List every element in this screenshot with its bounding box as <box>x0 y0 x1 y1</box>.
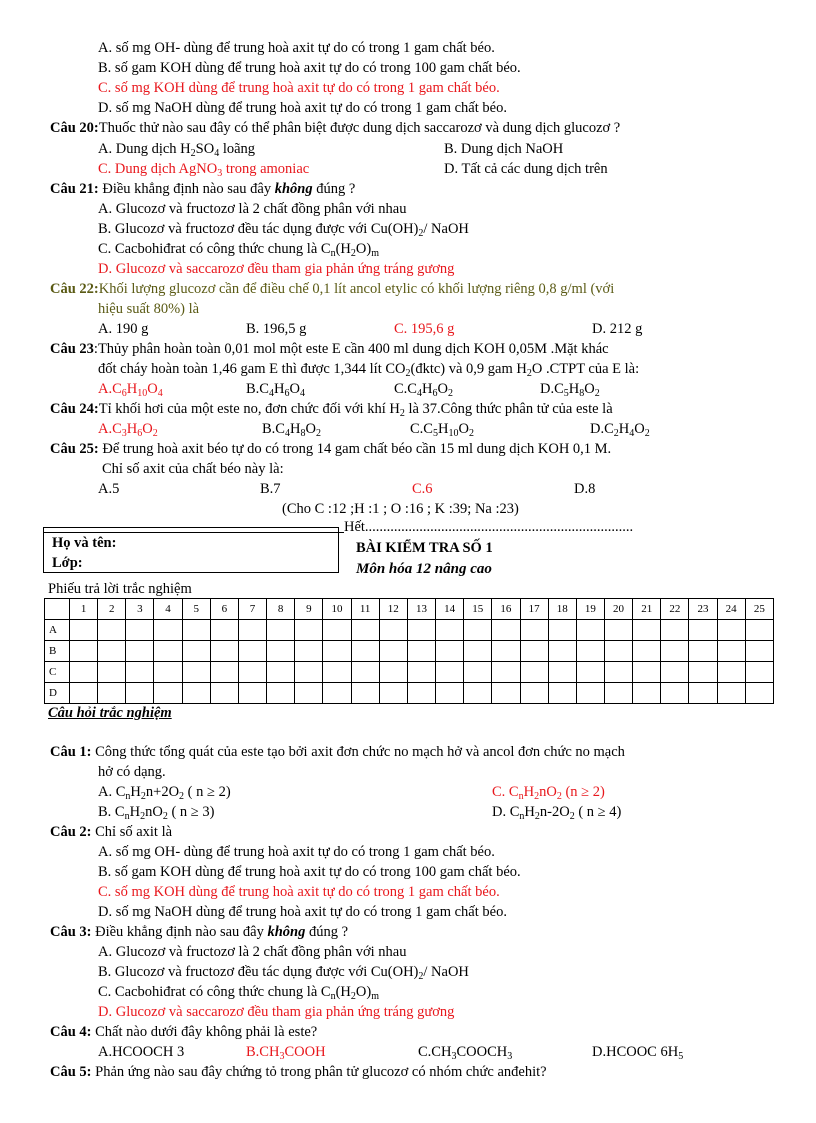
atomic-masses-note: (Cho C :12 ;H :1 ; O :16 ; K :39; Na :23) <box>282 501 519 517</box>
column-header: 8 <box>267 599 295 620</box>
question-text-end: đúng ? <box>309 924 349 940</box>
answer-sheet-header-row <box>45 599 774 620</box>
option-b: B. 196,5 g <box>246 321 307 337</box>
question-label: Câu 23 <box>50 341 94 357</box>
column-header: 24 <box>717 599 745 620</box>
answer-cell[interactable] <box>689 662 717 683</box>
answer-cell[interactable] <box>379 641 407 662</box>
question-text-cont: hở có dạng. <box>98 764 166 780</box>
question-text: Tỉ khối hơi của một este no, đơn chức đối với khí $H_2$ là 37.Công thức phân tử của este là <box>98 401 613 419</box>
column-header: 1 <box>70 599 98 620</box>
column-header: 9 <box>295 599 323 620</box>
option-a: A. số mg OH- dùng để trung hoà axit tự do có trong 1 gam chất béo. <box>98 40 495 56</box>
column-header: 4 <box>154 599 182 620</box>
answer-cell[interactable] <box>745 641 773 662</box>
answer-row <box>45 641 774 662</box>
column-header: 6 <box>210 599 238 620</box>
answer-cell[interactable] <box>548 662 576 683</box>
answer-cell[interactable] <box>492 641 520 662</box>
answer-cell[interactable] <box>407 683 435 704</box>
answer-row <box>45 620 774 641</box>
question-1 <box>50 743 625 761</box>
answer-cell[interactable] <box>70 683 98 704</box>
question-3 <box>50 923 348 941</box>
option-a: A. Glucozơ và fructozơ là 2 chất đồng phân với nhau <box>98 201 407 217</box>
option-c: C. 195,6 g <box>394 321 455 337</box>
answer-cell[interactable] <box>154 620 182 641</box>
row-label: D <box>45 683 70 704</box>
option-a: A. Dung dịch $H_2SO_4$ loãng <box>98 141 256 159</box>
question-text: Để trung hoà axit béo tự do có trong 14 gam chất béo cần 15 ml dung dịch KOH 0,1 M. <box>102 441 612 457</box>
question-label: Câu 22: <box>50 281 99 297</box>
option-b: $B.CH_3COOH$ <box>246 1044 326 1062</box>
question-label: Câu 5: <box>50 1064 92 1080</box>
option-c: C. Cacbohiđrat có công thức chung là $C_n(H_2O)_m$ <box>98 241 379 259</box>
answer-cell[interactable] <box>689 620 717 641</box>
answer-cell[interactable] <box>520 641 548 662</box>
answer-cell[interactable] <box>379 662 407 683</box>
answer-cell[interactable] <box>492 662 520 683</box>
column-header: 2 <box>98 599 126 620</box>
question-text: Chỉ số axit là <box>95 824 173 840</box>
answer-cell[interactable] <box>210 683 238 704</box>
answer-cell[interactable] <box>351 641 379 662</box>
question-label: Câu 1: <box>50 744 92 760</box>
question-label: Câu 24: <box>50 401 99 417</box>
answer-cell[interactable] <box>295 683 323 704</box>
column-header: 15 <box>464 599 492 620</box>
option-d: D. số mg NaOH dùng để trung hoà axit tự do có trong 1 gam chất béo. <box>98 100 507 116</box>
question-text: Phản ứng nào sau đây chứng tỏ trong phân tử glucozơ có nhóm chức anđehit? <box>95 1064 547 1080</box>
answer-row <box>45 683 774 704</box>
row-label: B <box>45 641 70 662</box>
answer-cell[interactable] <box>379 620 407 641</box>
question-text: :Thủy phân hoàn toàn 0,01 mol một este E cần 400 ml dung dịch KOH 0,05M .Mặt khác <box>93 341 609 357</box>
column-header: 17 <box>520 599 548 620</box>
answer-cell[interactable] <box>323 620 351 641</box>
student-info-box <box>43 527 339 573</box>
answer-cell[interactable] <box>126 620 154 641</box>
option-c: C. $C_nH_2nO_2$ (n ≥ 2) <box>492 784 605 802</box>
answer-cell[interactable] <box>295 641 323 662</box>
option-d: D.HCOOC $6H_5$ <box>592 1044 684 1062</box>
question-4 <box>50 1023 317 1041</box>
answer-cell[interactable] <box>267 620 295 641</box>
answer-cell[interactable] <box>182 620 210 641</box>
answer-cell[interactable] <box>98 662 126 683</box>
answer-cell[interactable] <box>464 641 492 662</box>
question-text: Chất nào dưới đây không phải là este? <box>95 1024 318 1040</box>
answer-cell[interactable] <box>604 683 632 704</box>
answer-cell[interactable] <box>717 683 745 704</box>
answer-cell[interactable] <box>464 683 492 704</box>
answer-cell[interactable] <box>182 683 210 704</box>
answer-cell[interactable] <box>126 662 154 683</box>
column-header: 21 <box>633 599 661 620</box>
answer-cell[interactable] <box>576 620 604 641</box>
answer-cell[interactable] <box>182 662 210 683</box>
test-title: BÀI KIỂM TRA SỐ 1 <box>356 540 493 556</box>
answer-cell[interactable] <box>689 683 717 704</box>
answer-cell[interactable] <box>633 683 661 704</box>
answer-cell[interactable] <box>295 662 323 683</box>
option-c: C. số mg KOH dùng để trung hoà axit tự do có trong 1 gam chất béo. <box>98 884 500 900</box>
column-header: 7 <box>238 599 266 620</box>
answer-cell[interactable] <box>548 683 576 704</box>
answer-cell[interactable] <box>633 641 661 662</box>
end-marker: Hết.......................................................................... <box>344 519 634 535</box>
question-23 <box>50 340 609 358</box>
answer-cell[interactable] <box>464 662 492 683</box>
answer-cell[interactable] <box>436 620 464 641</box>
answer-cell[interactable] <box>604 641 632 662</box>
test-subtitle: Môn hóa 12 nâng cao <box>356 561 492 577</box>
option-d: D. số mg NaOH dùng để trung hoà axit tự do có trong 1 gam chất béo. <box>98 904 507 920</box>
answer-cell[interactable] <box>238 620 266 641</box>
question-25 <box>50 440 611 458</box>
question-text-cont: hiệu suất 80%) là <box>98 301 200 317</box>
option-c: C.6 <box>412 481 433 497</box>
answer-cell[interactable] <box>98 620 126 641</box>
row-label: A <box>45 620 70 641</box>
option-c: $C.CH_3COOCH_3$ <box>418 1044 513 1062</box>
answer-cell[interactable] <box>267 662 295 683</box>
answer-cell[interactable] <box>70 662 98 683</box>
answer-cell[interactable] <box>351 662 379 683</box>
answer-cell[interactable] <box>717 641 745 662</box>
answer-cell[interactable] <box>745 620 773 641</box>
option-d: D. 212 g <box>592 321 643 337</box>
answer-cell[interactable] <box>379 683 407 704</box>
answer-cell[interactable] <box>238 662 266 683</box>
column-header: 5 <box>182 599 210 620</box>
question-text-cont: đốt cháy hoàn toàn 1,46 gam E thì được 1,344 lít $CO_2(đktc)$ và 0,9 gam $H_2O$ .CTPT của E là: <box>98 361 640 379</box>
answer-cell[interactable] <box>126 641 154 662</box>
answer-cell[interactable] <box>717 662 745 683</box>
question-5 <box>50 1063 547 1081</box>
answer-cell[interactable] <box>604 620 632 641</box>
answer-cell[interactable] <box>238 683 266 704</box>
answer-cell[interactable] <box>154 641 182 662</box>
answer-cell[interactable] <box>548 641 576 662</box>
answer-cell[interactable] <box>633 620 661 641</box>
question-text: Thuốc thử nào sau đây có thể phân biệt được dung dịch saccarozơ và dung dịch glucozơ ? <box>98 120 621 136</box>
option-a: A. 190 g <box>98 321 149 337</box>
question-text-end: đúng ? <box>316 181 356 197</box>
option-b: B. số gam KOH dùng để trung hoà axit tự do có trong 100 gam chất béo. <box>98 864 521 880</box>
answer-cell[interactable] <box>407 620 435 641</box>
question-emphasis: không <box>274 181 313 197</box>
answer-cell[interactable] <box>661 662 689 683</box>
question-text: Khối lượng glucozơ cần để điều chế 0,1 lít ancol etylic có khối lượng riêng 0,8 g/ml (với <box>98 281 615 297</box>
option-c: $C.C_5H_{10}O_2$ <box>410 421 474 439</box>
option-b: B.7 <box>260 481 281 497</box>
answer-cell[interactable] <box>436 683 464 704</box>
answer-cell[interactable] <box>661 683 689 704</box>
column-header: 20 <box>604 599 632 620</box>
answer-cell[interactable] <box>576 683 604 704</box>
option-b: B. số gam KOH dùng để trung hoà axit tự do có trong 100 gam chất béo. <box>98 60 521 76</box>
name-label: Họ và tên: <box>52 535 117 551</box>
answer-cell[interactable] <box>351 683 379 704</box>
answer-cell[interactable] <box>436 662 464 683</box>
column-header: 23 <box>689 599 717 620</box>
answer-cell[interactable] <box>210 662 238 683</box>
column-header: 11 <box>351 599 379 620</box>
answer-cell[interactable] <box>407 641 435 662</box>
answer-cell[interactable] <box>604 662 632 683</box>
answer-cell[interactable] <box>576 662 604 683</box>
corner-cell <box>45 599 70 620</box>
question-label: Câu 2: <box>50 824 92 840</box>
option-c: $C.C_4H_6O_2$ <box>394 381 453 399</box>
answer-cell[interactable] <box>436 641 464 662</box>
option-a: A. $C_nH_2n+2O_2$ ( n ≥ 2) <box>98 784 231 802</box>
answer-cell[interactable] <box>717 620 745 641</box>
option-d: D. $C_nH_2n-2O_2$ ( n ≥ 4) <box>492 804 622 822</box>
answer-cell[interactable] <box>351 620 379 641</box>
question-emphasis: không <box>267 924 306 940</box>
answer-cell[interactable] <box>323 683 351 704</box>
answer-cell[interactable] <box>238 641 266 662</box>
answer-cell[interactable] <box>520 683 548 704</box>
answer-cell[interactable] <box>154 662 182 683</box>
option-a: A.5 <box>98 481 120 497</box>
question-label: Câu 4: <box>50 1024 92 1040</box>
answer-cell[interactable] <box>492 683 520 704</box>
answer-cell[interactable] <box>70 641 98 662</box>
option-d: D. Glucozơ và saccarozơ đều tham gia phản ứng tráng gương <box>98 261 455 277</box>
option-a: $A.C_3H_6O_2$ <box>98 421 158 439</box>
answer-cell[interactable] <box>689 641 717 662</box>
column-header: 12 <box>379 599 407 620</box>
answer-sheet-title: Phiếu trả lời trắc nghiệm <box>48 581 192 597</box>
answer-cell[interactable] <box>323 662 351 683</box>
column-header: 3 <box>126 599 154 620</box>
answer-cell[interactable] <box>745 662 773 683</box>
question-21 <box>50 180 355 198</box>
column-header: 18 <box>548 599 576 620</box>
answer-cell[interactable] <box>70 620 98 641</box>
answer-cell[interactable] <box>464 620 492 641</box>
option-a: A. Glucozơ và fructozơ là 2 chất đồng phân với nhau <box>98 944 407 960</box>
column-header: 22 <box>661 599 689 620</box>
answer-cell[interactable] <box>576 641 604 662</box>
answer-cell[interactable] <box>98 641 126 662</box>
answer-cell[interactable] <box>520 662 548 683</box>
answer-cell[interactable] <box>492 620 520 641</box>
option-b: B. $C_nH_2nO_2$ ( n ≥ 3) <box>98 804 215 822</box>
question-text: Điều khẳng định nào sau đây <box>95 924 264 940</box>
option-b: B. Glucozơ và fructozơ đều tác dụng được với $Cu(OH)_2/$ NaOH <box>98 964 469 982</box>
option-b: B. Dung dịch NaOH <box>444 141 564 157</box>
question-text: Điều khẳng định nào sau đây <box>102 181 272 197</box>
question-22 <box>50 280 614 298</box>
answer-cell[interactable] <box>407 662 435 683</box>
answer-cell[interactable] <box>295 620 323 641</box>
column-header: 10 <box>323 599 351 620</box>
column-header: 14 <box>436 599 464 620</box>
answer-cell[interactable] <box>520 620 548 641</box>
column-header: 16 <box>492 599 520 620</box>
question-label: Câu 25: <box>50 441 99 457</box>
class-label: Lớp: <box>52 555 83 571</box>
answer-cell[interactable] <box>323 641 351 662</box>
answer-cell[interactable] <box>745 683 773 704</box>
answer-cell[interactable] <box>633 662 661 683</box>
option-c: C. số mg KOH dùng để trung hoà axit tự do có trong 1 gam chất béo. <box>98 80 500 96</box>
answer-cell[interactable] <box>548 620 576 641</box>
answer-cell[interactable] <box>210 620 238 641</box>
option-a: A. số mg OH- dùng để trung hoà axit tự do có trong 1 gam chất béo. <box>98 844 495 860</box>
answer-sheet-table <box>44 598 774 704</box>
question-label: Câu 21: <box>50 181 99 197</box>
option-d: D. Tất cả các dung dịch trên <box>444 161 608 177</box>
question-text: Công thức tổng quát của este tạo bởi axit đơn chức no mạch hở và ancol đơn chức no mạch <box>95 744 625 760</box>
option-b: $B.C_4H_6O_4$ <box>246 381 305 399</box>
option-d: D. Glucozơ và saccarozơ đều tham gia phản ứng tráng gương <box>98 1004 455 1020</box>
answer-cell[interactable] <box>267 641 295 662</box>
option-b: $B.C_4H_8O_2$ <box>262 421 321 439</box>
answer-cell[interactable] <box>126 683 154 704</box>
column-header: 13 <box>407 599 435 620</box>
question-label: Câu 3: <box>50 924 92 940</box>
column-header: 25 <box>745 599 773 620</box>
option-c: C. Dung dịch AgNO$_3$ trong amoniac <box>98 161 310 179</box>
question-text-cont: Chỉ số axit của chất béo này là: <box>102 461 284 477</box>
answer-cell[interactable] <box>267 683 295 704</box>
option-a: A.HCOOCH 3 <box>98 1044 185 1060</box>
option-d: D.8 <box>574 481 596 497</box>
option-c: C. Cacbohiđrat có công thức chung là $C_n(H_2O)_m$ <box>98 984 379 1002</box>
question-24 <box>50 400 613 418</box>
answer-cell[interactable] <box>182 641 210 662</box>
answer-cell[interactable] <box>210 641 238 662</box>
answer-row <box>45 662 774 683</box>
column-header: 19 <box>576 599 604 620</box>
option-a: $A.C_6H_{10}O_4$ <box>98 381 163 399</box>
answer-cell[interactable] <box>661 620 689 641</box>
question-label: Câu 20: <box>50 120 99 136</box>
question-2 <box>50 823 172 841</box>
answer-cell[interactable] <box>154 683 182 704</box>
option-d: $D.C_5H_8O_2$ <box>540 381 600 399</box>
option-b: B. Glucozơ và fructozơ đều tác dụng được với $Cu(OH)_2/$ NaOH <box>98 221 469 239</box>
question-20 <box>50 119 620 137</box>
option-d: $D.C_2H_4O_2$ <box>590 421 650 439</box>
answer-cell[interactable] <box>98 683 126 704</box>
row-label: C <box>45 662 70 683</box>
section-title: Câu hỏi trắc nghiệm <box>48 705 172 721</box>
answer-cell[interactable] <box>661 641 689 662</box>
